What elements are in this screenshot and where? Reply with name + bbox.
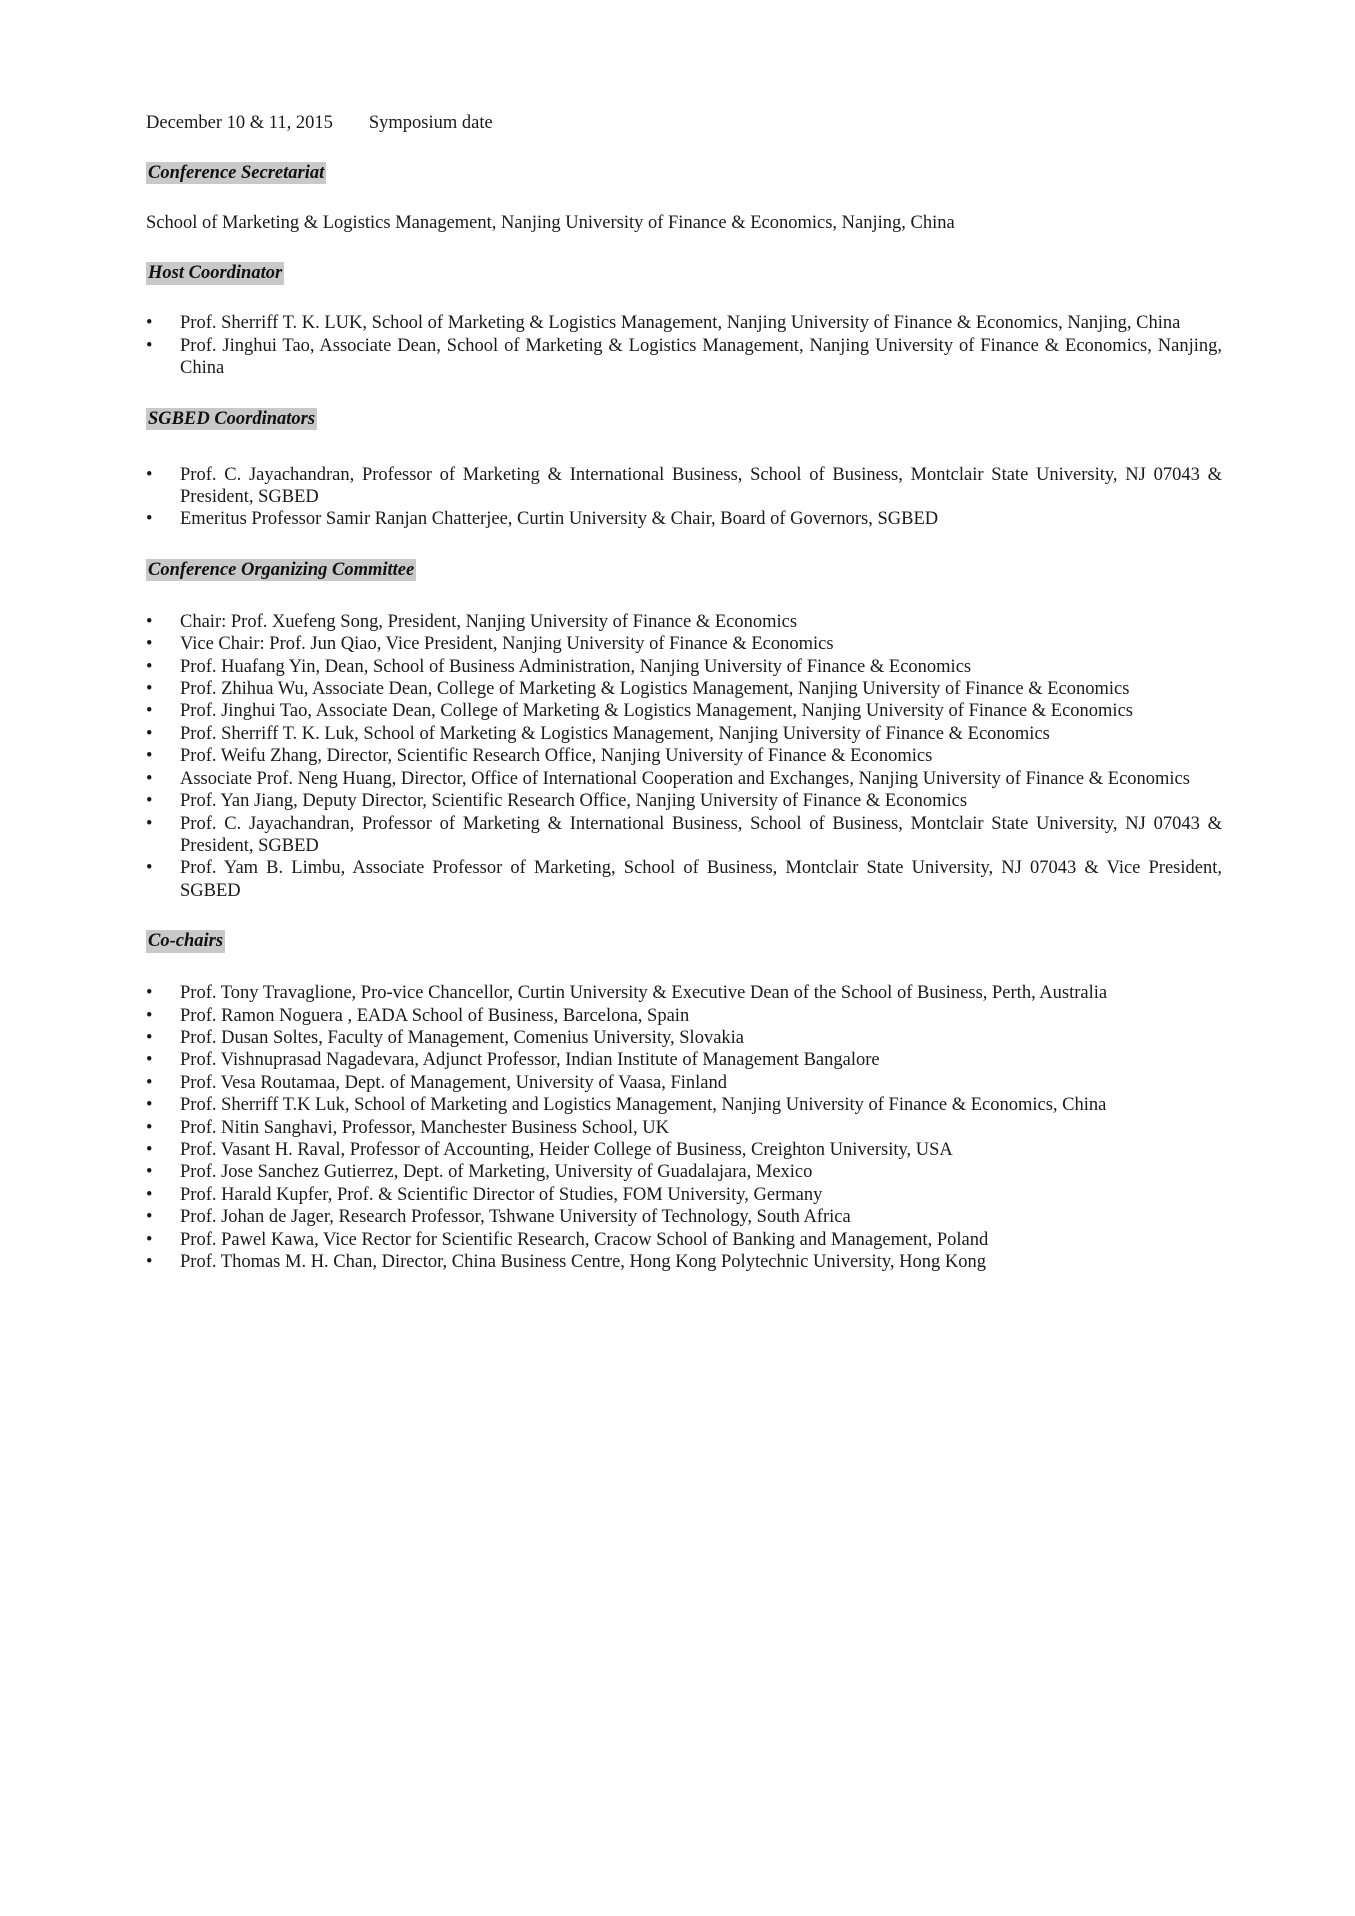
committee-heading-row bbox=[146, 559, 1222, 581]
bullet-icon: • bbox=[146, 1095, 153, 1116]
secretariat-text: School of Marketing & Logistics Management, Nanjing University of Finance & Economics, Nanjing, China bbox=[146, 213, 955, 233]
list-item-text: Prof. Dusan Soltes, Faculty of Management, Comenius University, Slovakia bbox=[180, 1027, 745, 1048]
host-coordinator-heading: Host Coordinator bbox=[148, 263, 283, 284]
bullet-icon: • bbox=[146, 768, 153, 789]
list-item bbox=[146, 790, 1222, 812]
bullet-icon: • bbox=[146, 1162, 153, 1183]
bullet-icon: • bbox=[146, 656, 153, 677]
sgbed-heading-row bbox=[146, 408, 1222, 430]
document-page bbox=[146, 112, 1222, 1273]
list-item bbox=[146, 1094, 1222, 1116]
bullet-icon: • bbox=[146, 1229, 153, 1250]
bullet-icon: • bbox=[146, 509, 153, 530]
list-item bbox=[146, 611, 1222, 633]
list-item-text: Associate Prof. Neng Huang, Director, Office of International Cooperation and Exchanges, Nanjing University of Finance & Economics bbox=[180, 768, 1190, 789]
bullet-icon: • bbox=[146, 1117, 153, 1138]
list-item-text: Prof. Yan Jiang, Deputy Director, Scientific Research Office, Nanjing University of Finance & Economics bbox=[180, 791, 968, 812]
list-item bbox=[146, 335, 1222, 380]
list-item bbox=[146, 1005, 1222, 1027]
list-item bbox=[146, 1206, 1222, 1228]
list-item-text: Prof. Vesa Routamaa, Dept. of Management, University of Vaasa, Finland bbox=[180, 1072, 728, 1093]
list-item bbox=[146, 1049, 1222, 1071]
list-item bbox=[146, 678, 1222, 700]
secretariat-heading-row bbox=[146, 162, 1222, 184]
bullet-icon: • bbox=[146, 634, 153, 655]
bullet-icon: • bbox=[146, 1139, 153, 1160]
list-item-text: Prof. Weifu Zhang, Director, Scientific Research Office, Nanjing University of Finance & Economics bbox=[180, 746, 933, 767]
list-item bbox=[146, 464, 1222, 509]
list-item-text: Prof. Jose Sanchez Gutierrez, Dept. of Marketing, University of Guadalajara, Mexico bbox=[180, 1162, 813, 1183]
list-item-text: Prof. Jinghui Tao, Associate Dean, College of Marketing & Logistics Management, Nanjing University of Finance & Economics bbox=[180, 701, 1133, 722]
list-item-text: Prof. Yam B. Limbu, Associate Professor of Marketing, School of Business, Montclair State University, NJ 07043 & Vice President, SGBED bbox=[180, 858, 1222, 901]
list-item-text: Prof. Pawel Kawa, Vice Rector for Scientific Research, Cracow School of Banking and Management, Poland bbox=[180, 1229, 989, 1250]
cochairs-list bbox=[146, 982, 1222, 1273]
bullet-icon: • bbox=[146, 983, 153, 1004]
list-item bbox=[146, 1027, 1222, 1049]
list-item-text: Prof. C. Jayachandran, Professor of Marketing & International Business, School of Business, Montclair State University, NJ 07043 & President, SGBED bbox=[180, 464, 1222, 508]
list-item bbox=[146, 768, 1222, 790]
bullet-icon: • bbox=[146, 464, 153, 485]
list-item-text: Vice Chair: Prof. Jun Qiao, Vice President, Nanjing University of Finance & Economics bbox=[180, 634, 834, 655]
symposium-date-label: Symposium date bbox=[368, 113, 493, 133]
list-item-text: Prof. Johan de Jager, Research Professor, Tshwane University of Technology, South Africa bbox=[180, 1207, 851, 1228]
list-item bbox=[146, 633, 1222, 655]
list-item-text: Prof. Huafang Yin, Dean, School of Business Administration, Nanjing University of Finance & Economics bbox=[180, 656, 972, 677]
symposium-date: December 10 & 11, 2015 bbox=[146, 113, 333, 133]
bullet-icon: • bbox=[146, 701, 153, 722]
bullet-icon: • bbox=[146, 858, 153, 879]
bullet-icon: • bbox=[146, 1184, 153, 1205]
list-item-text: Prof. Zhihua Wu, Associate Dean, College of Marketing & Logistics Management, Nanjing University of Finance & Economics bbox=[180, 679, 1130, 700]
cochairs-heading: Co-chairs bbox=[148, 931, 224, 952]
list-item bbox=[146, 312, 1222, 334]
host-heading-row bbox=[146, 262, 1222, 284]
date-line bbox=[146, 112, 1222, 134]
list-item bbox=[146, 723, 1222, 745]
bullet-icon: • bbox=[146, 313, 153, 334]
bullet-icon: • bbox=[146, 1207, 153, 1228]
bullet-icon: • bbox=[146, 1072, 153, 1093]
cochairs-heading-row bbox=[146, 930, 1222, 952]
list-item-text: Prof. Thomas M. H. Chan, Director, China Business Centre, Hong Kong Polytechnic University, Hong Kong bbox=[180, 1252, 986, 1272]
secretariat-heading: Conference Secretariat bbox=[148, 163, 325, 183]
list-item bbox=[146, 857, 1222, 902]
list-item bbox=[146, 1117, 1222, 1139]
host-coordinator-list bbox=[146, 312, 1222, 379]
bullet-icon: • bbox=[146, 335, 153, 356]
list-item bbox=[146, 1251, 1222, 1273]
bullet-icon: • bbox=[146, 679, 153, 700]
bullet-icon: • bbox=[146, 746, 153, 767]
bullet-icon: • bbox=[146, 1252, 153, 1272]
bullet-icon: • bbox=[146, 1050, 153, 1071]
bullet-icon: • bbox=[146, 723, 153, 744]
list-item-text: Prof. Vishnuprasad Nagadevara, Adjunct Professor, Indian Institute of Management Bangalore bbox=[180, 1050, 880, 1071]
list-item bbox=[146, 700, 1222, 722]
list-item-text: Prof. Sherriff T. K. Luk, School of Marketing & Logistics Management, Nanjing University of Finance & Economics bbox=[180, 723, 1050, 744]
list-item-text: Prof. Harald Kupfer, Prof. & Scientific Director of Studies, FOM University, Germany bbox=[180, 1184, 823, 1205]
sgbed-coordinators-list bbox=[146, 464, 1222, 531]
list-item-text: Prof. C. Jayachandran, Professor of Marketing & International Business, School of Business, Montclair State University, NJ 07043 & President, SGBED bbox=[180, 813, 1222, 856]
bullet-icon: • bbox=[146, 611, 153, 632]
organizing-committee-list bbox=[146, 611, 1222, 902]
list-item bbox=[146, 1161, 1222, 1183]
list-item bbox=[146, 813, 1222, 858]
list-item-text: Prof. Sherriff T.K Luk, School of Marketing and Logistics Management, Nanjing University of Finance & Economics, China bbox=[180, 1095, 1107, 1116]
list-item-text: Prof. Jinghui Tao, Associate Dean, School of Marketing & Logistics Management, Nanjing University of Finance & Economics, Nanjing, China bbox=[180, 335, 1222, 379]
list-item bbox=[146, 1184, 1222, 1206]
list-item bbox=[146, 745, 1222, 767]
bullet-icon: • bbox=[146, 1005, 153, 1026]
list-item-text: Chair: Prof. Xuefeng Song, President, Nanjing University of Finance & Economics bbox=[180, 611, 798, 632]
list-item-text: Prof. Vasant H. Raval, Professor of Accounting, Heider College of Business, Creighton University, USA bbox=[180, 1139, 953, 1160]
list-item-text: Prof. Nitin Sanghavi, Professor, Manchester Business School, UK bbox=[180, 1117, 669, 1138]
organizing-committee-heading: Conference Organizing Committee bbox=[148, 559, 415, 580]
list-item bbox=[146, 656, 1222, 678]
bullet-icon: • bbox=[146, 1027, 153, 1048]
list-item-text: Prof. Tony Travaglione, Pro-vice Chancellor, Curtin University & Executive Dean of the School of Business, Perth, Australia bbox=[180, 983, 1108, 1004]
bullet-icon: • bbox=[146, 791, 153, 812]
list-item-text: Emeritus Professor Samir Ranjan Chatterjee, Curtin University & Chair, Board of Governors, SGBED bbox=[180, 509, 939, 530]
sgbed-coordinators-heading: SGBED Coordinators bbox=[148, 408, 316, 429]
list-item-text: Prof. Ramon Noguera , EADA School of Business, Barcelona, Spain bbox=[180, 1005, 690, 1026]
list-item bbox=[146, 982, 1222, 1004]
list-item bbox=[146, 1229, 1222, 1251]
list-item bbox=[146, 1072, 1222, 1094]
bullet-icon: • bbox=[146, 813, 153, 834]
list-item bbox=[146, 1139, 1222, 1161]
list-item-text: Prof. Sherriff T. K. LUK, School of Marketing & Logistics Management, Nanjing University of Finance & Economics, Nanjing, China bbox=[180, 313, 1181, 334]
list-item bbox=[146, 508, 1222, 530]
